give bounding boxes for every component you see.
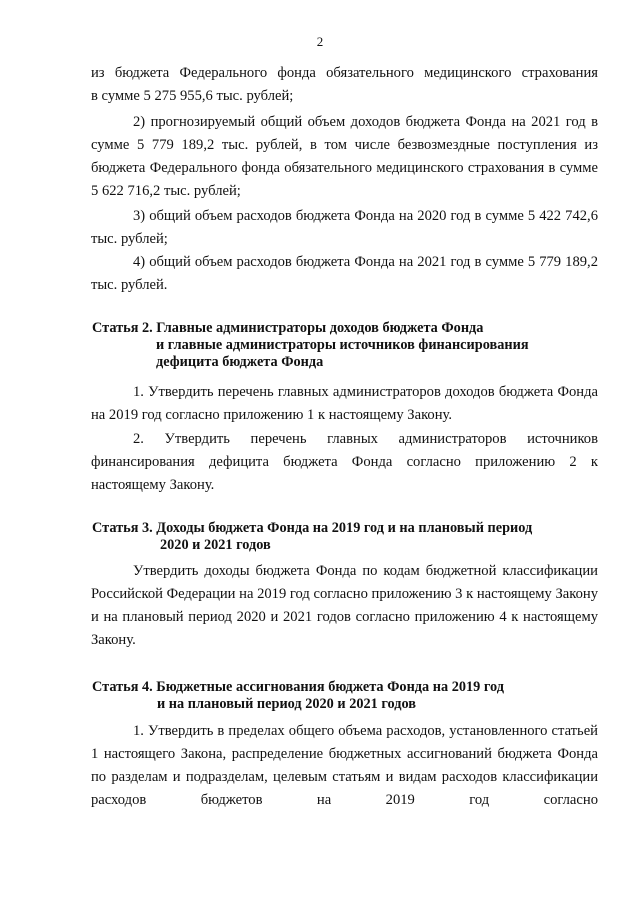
article-4-paragraph-1-block: [91, 720, 598, 812]
article-2-paragraph-1: 1. Утвердить перечень главных администраторов доходов бюджета Фонда на 2019 год согласно приложению 1 к настоящему Закону.: [91, 384, 598, 423]
article-4-heading-line-2: и на плановый период 2020 и 2021 годов: [157, 696, 416, 712]
article-3-heading-line-1: Статья 3. Доходы бюджета Фонда на 2019 год и на плановый период: [92, 520, 533, 536]
article-3-paragraph-1-block: [91, 560, 598, 652]
intro-paragraph-1-line-a: из бюджета Федерального фонда обязательного медицинского страхования: [91, 65, 598, 81]
article-3-heading: [92, 520, 612, 554]
article-2-heading-line-1: Статья 2. Главные администраторы доходов бюджета Фонда: [92, 320, 484, 336]
article-4-heading-line-1: Статья 4. Бюджетные ассигнования бюджета Фонда на 2019 год: [92, 679, 504, 695]
intro-paragraph-4-block: [91, 251, 598, 297]
intro-paragraph-2-block: [91, 111, 598, 203]
intro-block: [91, 62, 598, 108]
article-4-paragraph-1: 1. Утвердить в пределах общего объема расходов, установленного статьей 1 настоящего Закона, распределение бюджетных ассигнований бюджета Фонда по разделам и подразделам, целевым статьям и видам расходов классификации расходов бюджетов на 2019 год согласно: [91, 723, 598, 808]
intro-paragraph-4: 4) общий объем расходов бюджета Фонда на 2021 год в сумме 5 779 189,2 тыс. рублей.: [91, 254, 598, 293]
article-2-paragraph-2: 2. Утвердить перечень главных администраторов источников финансирования дефицита бюджета Фонда согласно приложению 2 к настоящему Закону.: [91, 431, 598, 493]
article-2-paragraph-2-block: [91, 428, 598, 497]
article-2-paragraph-1-block: [91, 381, 598, 427]
intro-paragraph-2: 2) прогнозируемый общий объем доходов бюджета Фонда на 2021 год в сумме 5 779 189,2 тыс. рублей, в том числе безвозмездные поступления из бюджета Федерального фонда обязательного медицинского страхования в сумме 5 622 716,2 тыс. рублей;: [91, 114, 598, 199]
intro-paragraph-3: 3) общий объем расходов бюджета Фонда на 2020 год в сумме 5 422 742,6 тыс. рублей;: [91, 208, 598, 247]
page-number: 2: [316, 34, 324, 49]
article-2-heading-line-2: и главные администраторы источников финансирования: [156, 337, 529, 353]
article-2-heading: [92, 320, 612, 371]
article-2-heading-line-3: дефицита бюджета Фонда: [156, 354, 324, 370]
article-4-heading: [92, 679, 612, 713]
article-3-paragraph-1: Утвердить доходы бюджета Фонда по кодам бюджетной классификации Российской Федерации на 2019 год согласно приложению 3 к настоящему Закону и на плановый период 2020 и 2021 годов согласно приложению 4 к настоящему Закону.: [91, 563, 598, 648]
intro-paragraph-1-line-b: в сумме 5 275 955,6 тыс. рублей;: [91, 88, 294, 104]
article-3-heading-line-2: 2020 и 2021 годов: [160, 537, 271, 553]
intro-paragraph-3-block: [91, 205, 598, 251]
